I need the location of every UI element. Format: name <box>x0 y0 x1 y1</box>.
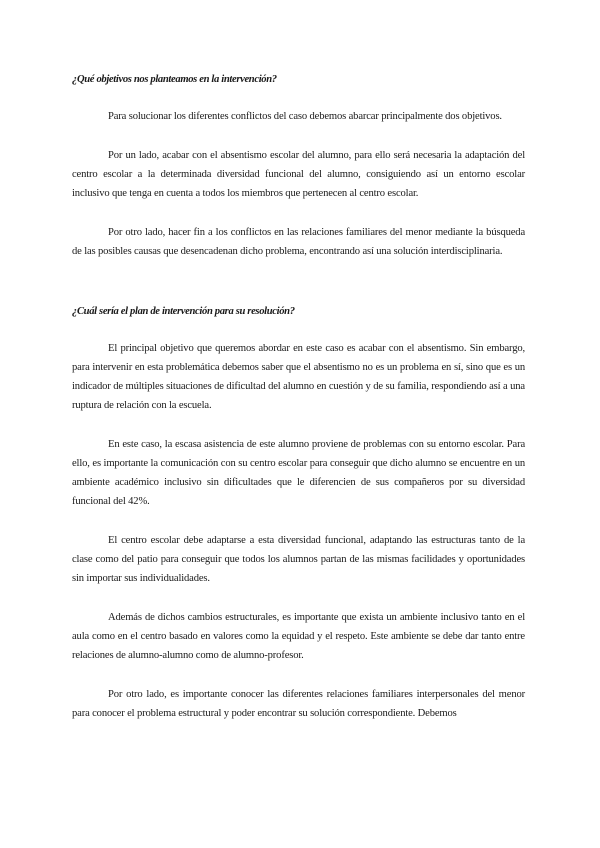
paragraph: Para solucionar los diferentes conflictos del caso debemos abarcar principalmente dos objetivos. <box>108 111 502 122</box>
paragraph: El principal objetivo que queremos abordar en este caso es acabar con el absentismo. Sin embargo, para intervenir en esta problemática debemos saber que el absentismo no es un problema en sí, sino que es un indicador de múltiples situaciones de dificultad del alumno en cuestión y de su familia, respondiendo así a una ruptura de relación con la escuela. <box>72 343 525 411</box>
paragraph: Por otro lado, es importante conocer las diferentes relaciones familiares interpersonales del menor para conocer el problema estructural y poder encontrar su solución correspondiente. Debemos <box>72 689 525 719</box>
paragraph: Además de dichos cambios estructurales, es importante que exista un ambiente inclusivo tanto en el aula como en el centro basado en valores como la equidad y el respeto. Este ambiente se debe dar tanto entre relaciones de alumno-alumno como de alumno-profesor. <box>72 612 525 661</box>
section-heading-plan: ¿Cuál sería el plan de intervención para su resolución? <box>72 306 295 317</box>
paragraph: En este caso, la escasa asistencia de este alumno proviene de problemas con su entorno escolar. Para ello, es importante la comunicación con su centro escolar para conseguir que dicho alumno se encuentre en un ambiente académico inclusivo sin dificultades que le diferencien de sus compañeros por su diversidad funcional del 42%. <box>72 439 525 507</box>
paragraph: El centro escolar debe adaptarse a esta diversidad funcional, adaptando las estructuras tanto de la clase como del patio para conseguir que todos los alumnos partan de las mismas facilidades y oportunidades sin importar sus individualidades. <box>72 535 525 584</box>
paragraph: Por un lado, acabar con el absentismo escolar del alumno, para ello será necesaria la adaptación del centro escolar a la determinada diversidad funcional del alumno, consiguiendo así un entorno escolar inclusivo que tenga en cuenta a todos los miembros que pertenecen al centro escolar. <box>72 150 525 199</box>
paragraph: Por otro lado, hacer fin a los conflictos en las relaciones familiares del menor mediante la búsqueda de las posibles causas que desencadenan dicho problema, encontrando así una solución interdisciplinaria. <box>72 227 525 257</box>
section-heading-objectives: ¿Qué objetivos nos planteamos en la intervención? <box>72 74 277 85</box>
